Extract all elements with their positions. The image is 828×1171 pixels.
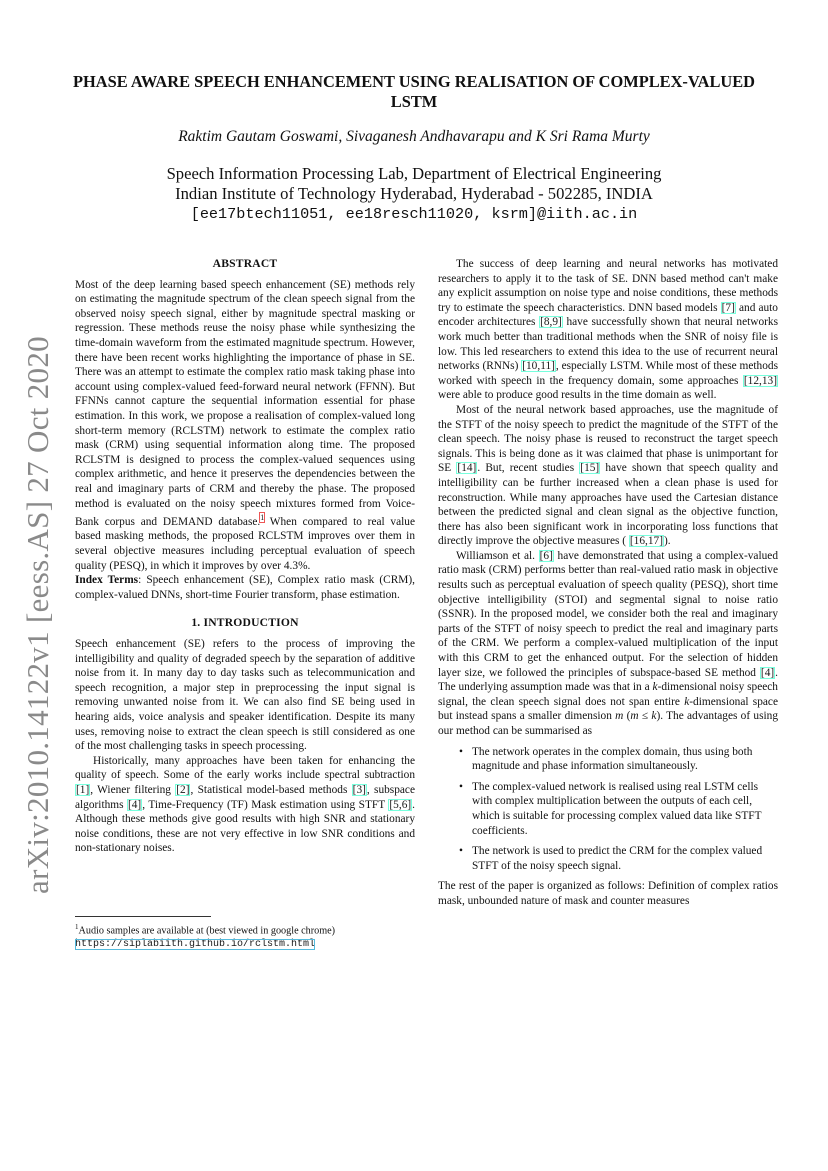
intro-paragraph-2: [75, 754, 415, 856]
right-paragraph-1: [438, 257, 778, 403]
right-paragraph-2: [438, 403, 778, 549]
citation-link[interactable]: [8,9]: [540, 316, 562, 329]
math-variable: k: [684, 695, 690, 708]
text-run: The success of deep learning and neural networks has motivated researchers to apply it to the task of SE. DNN based method can't make any explicit assumption on noise type and noise conditions, these methods try to estimate the speech characteristics. DNN based models: [438, 258, 778, 314]
math-variable: m: [615, 710, 624, 723]
citation-link[interactable]: [1]: [76, 783, 90, 796]
right-paragraph-4: The rest of the paper is organized as follows: Definition of complex ratios mask, unbounded nature of mask and counter measures: [438, 880, 778, 907]
text-run: , Statistical model-based methods: [190, 783, 352, 796]
index-terms: [75, 573, 415, 602]
text-run: (: [623, 710, 631, 723]
list-item: • The network operates in the complex domain, thus using both magnitude and phase information simultaneously.: [472, 745, 778, 774]
abstract-heading: ABSTRACT: [212, 257, 278, 270]
citation-link[interactable]: [6]: [539, 549, 553, 562]
paper-authors: Raktim Gautam Goswami, Sivaganesh Andhavarapu and K Sri Rama Murty: [178, 128, 650, 145]
citation-link[interactable]: [12,13]: [743, 374, 777, 387]
right-paragraph-3: [438, 549, 778, 739]
intro-paragraph-1: Speech enhancement (SE) refers to the process of improving the intelligibility and quality of degraded speech by the separation of additive noise from it. In many day to day tasks such as telecommunication and speech recognition, a major step in preprocessing the input signal is removing unwanted noise from it. We can also find SE being used in hearing aids, voice analysis and speaker identification. Despite its many uses, removing noise to extract the clean speech is still considered as one of the most challenging tasks in speech processing.: [75, 638, 415, 753]
citation-link[interactable]: [10,11]: [522, 360, 555, 373]
index-terms-text: : Speech enhancement (SE), Complex ratio mask (CRM), complex-valued DNNs, short-time Fourier transform, phase estimation.: [75, 574, 415, 601]
arxiv-id-text: arXiv:2010.14122v1 [eess.AS] 27 Oct 2020: [20, 336, 55, 894]
math-variable: m: [630, 710, 639, 723]
index-terms-label: Index Terms: [75, 574, 139, 587]
citation-link[interactable]: [4]: [760, 666, 775, 679]
list-item: • The network is used to predict the CRM for the complex valued STFT of the noisy speech signal.: [472, 844, 778, 873]
citation-link[interactable]: [5,6]: [389, 798, 412, 811]
paper-title: PHASE AWARE SPEECH ENHANCEMENT USING REALISATION OF COMPLEX-VALUED LSTM: [73, 72, 755, 111]
footnote-number: 1: [75, 923, 79, 931]
list-item: • The complex-valued network is realised using real LSTM cells with complex multiplication between the outputs of each cell, which is suitable for processing complex valued data like STFT coefficients.: [472, 780, 778, 838]
citation-link[interactable]: [2]: [176, 783, 190, 796]
abstract-text-b: When compared to real value based masking methods, the proposed RCLSTM improves over them in several objective measures including perceptual evaluation of speech quality (PESQ), in which it improves by over 4.3%.: [75, 515, 415, 572]
text-run: Historically, many approaches have been taken for enhancing the quality of speech. Some of the early works include spectral subtraction: [75, 754, 415, 782]
text-run: -dimensional space but instead spans a smaller dimension: [438, 695, 778, 723]
author-emails: [ee17btech11051, ee18resch11020, ksrm]@iith.ac.in: [190, 205, 638, 223]
footnote-marker-link[interactable]: 1: [260, 513, 265, 523]
introduction-heading: 1. INTRODUCTION: [191, 616, 299, 630]
text-run: -dimensional noisy speech signal, the clean speech signal does not span entire: [438, 681, 778, 708]
text-run: have demonstrated that using a complex-valued ratio mask (CRM) performs better than real-valued ratio mask in objective results such as perceptual evaluation of speech quality (PESQ), short time objective intelligibility (STOI) and segmental signal to noise ratio (SSNR). In the proposed model, we consider both the real and imaginary parts of the STFT of noisy speech to predict the real and imaginary parts of the CRM. We perform a complex-valued multiplication of the input with this CRM to get the enhanced output. For the selection of hidden layer size, we followed the principles of subspace-based SE method: [438, 549, 778, 679]
abstract-text-a: Most of the deep learning based speech enhancement (SE) methods rely on estimating the magnitude spectrum of the clean speech signal from the observed noisy speech signal, either by magnitude spectral masking or regression. These methods reuse the noisy phase while synthesizing the time-domain waveform from the estimated magnitude spectrum. However, there have been recent works highlighting the importance of phase in SE. There was an attempt to estimate the complex ratio mask taking phase into account using complex-valued feed-forward neural network (FFNN). But FFNNs cannot capture the sequential information essential for phase estimation. In this work, we propose a realisation of complex-valued long short-term memory (RCLSTM) network to estimate the complex ratio mask (CRM) using sequential information along time. The proposed RCLSTM is designed to process the complex-valued sequences using complex arithmetic, and hence it preserves the dependencies between the real and imaginary parts of CRM and thereby the phase. The proposed method is evaluated on the noisy speech mixtures formed from Voice-Bank corpus and DEMAND database.: [75, 278, 415, 528]
left-column: [75, 257, 415, 856]
citation-link[interactable]: [7]: [721, 301, 735, 314]
text-run: , Wiener filtering: [90, 783, 176, 796]
affiliation-line-1: Speech Information Processing Lab, Department of Electrical Engineering: [166, 164, 662, 183]
citation-link[interactable]: [15]: [580, 462, 600, 475]
text-run: . Although these methods give good results with high SNR and stationary noise conditions, these are not very effective in low SNR conditions and non-stationary noises.: [75, 798, 415, 855]
text-run: ). The advantages of using our method can be summarised as: [438, 710, 778, 737]
footnote-text: Audio samples are available at (best viewed in google chrome): [78, 925, 336, 937]
right-column: [438, 257, 778, 909]
text-run: . But, recent studies: [477, 462, 580, 475]
citation-link[interactable]: [4]: [127, 798, 142, 811]
affiliation-block: [60, 164, 768, 224]
text-run: ≤: [638, 710, 652, 723]
affiliation-line-2: Indian Institute of Technology Hyderabad, Hyderabad - 502285, INDIA: [175, 184, 653, 203]
advantages-list: [438, 745, 778, 874]
text-run: . The underlying assumption made was that in a: [438, 666, 778, 694]
footnote-url-link[interactable]: https://siplabiith.github.io/rclstm.html: [75, 939, 316, 951]
text-run: and auto encoder architectures: [438, 301, 778, 329]
text-run: have shown that speech quality and intelligibility can be further increased when a clean phase is used for reconstruction. While many approaches have used the Cartesian distance between the predicted signal and clean signal as the objective function, there has also been significant work in incorporating loss functions that directly improve the objective measures (: [438, 462, 779, 548]
text-run: ).: [663, 535, 671, 548]
text-run: Williamson et al.: [456, 549, 539, 562]
abstract-paragraph: [75, 278, 415, 574]
footnote: [75, 921, 425, 951]
citation-link[interactable]: [16,17]: [629, 535, 663, 548]
citation-link[interactable]: [3]: [352, 783, 366, 796]
arxiv-sidebar-identifier: [14, 336, 62, 894]
math-variable: k: [652, 681, 658, 694]
text-run: , Time-Frequency (TF) Mask estimation using STFT: [142, 798, 389, 811]
text-run: Most of the neural network based approaches, use the magnitude of the STFT of the noisy speech to predict the magnitude of the STFT of the clean speech. The noisy phase is reused to reconstruct the target speech signals. This is being done as it was claimed that phase is unimportant for SE: [438, 403, 778, 475]
text-run: were able to produce good results in the time domain as well.: [438, 389, 717, 402]
text-run: , especially LSTM. While most of these methods worked with speech in the frequency domain, some approaches: [438, 360, 778, 387]
math-variable: k: [651, 710, 657, 723]
footnote-divider: [75, 916, 211, 917]
text-run: have successfully shown that neural networks work much better than traditional methods when the SNR of noisy file is low. This led researchers to extend this idea to the use of recurrent neural networks (RNNs): [438, 316, 779, 373]
citation-link[interactable]: [14]: [457, 462, 477, 475]
text-run: , subspace algorithms: [75, 783, 415, 811]
